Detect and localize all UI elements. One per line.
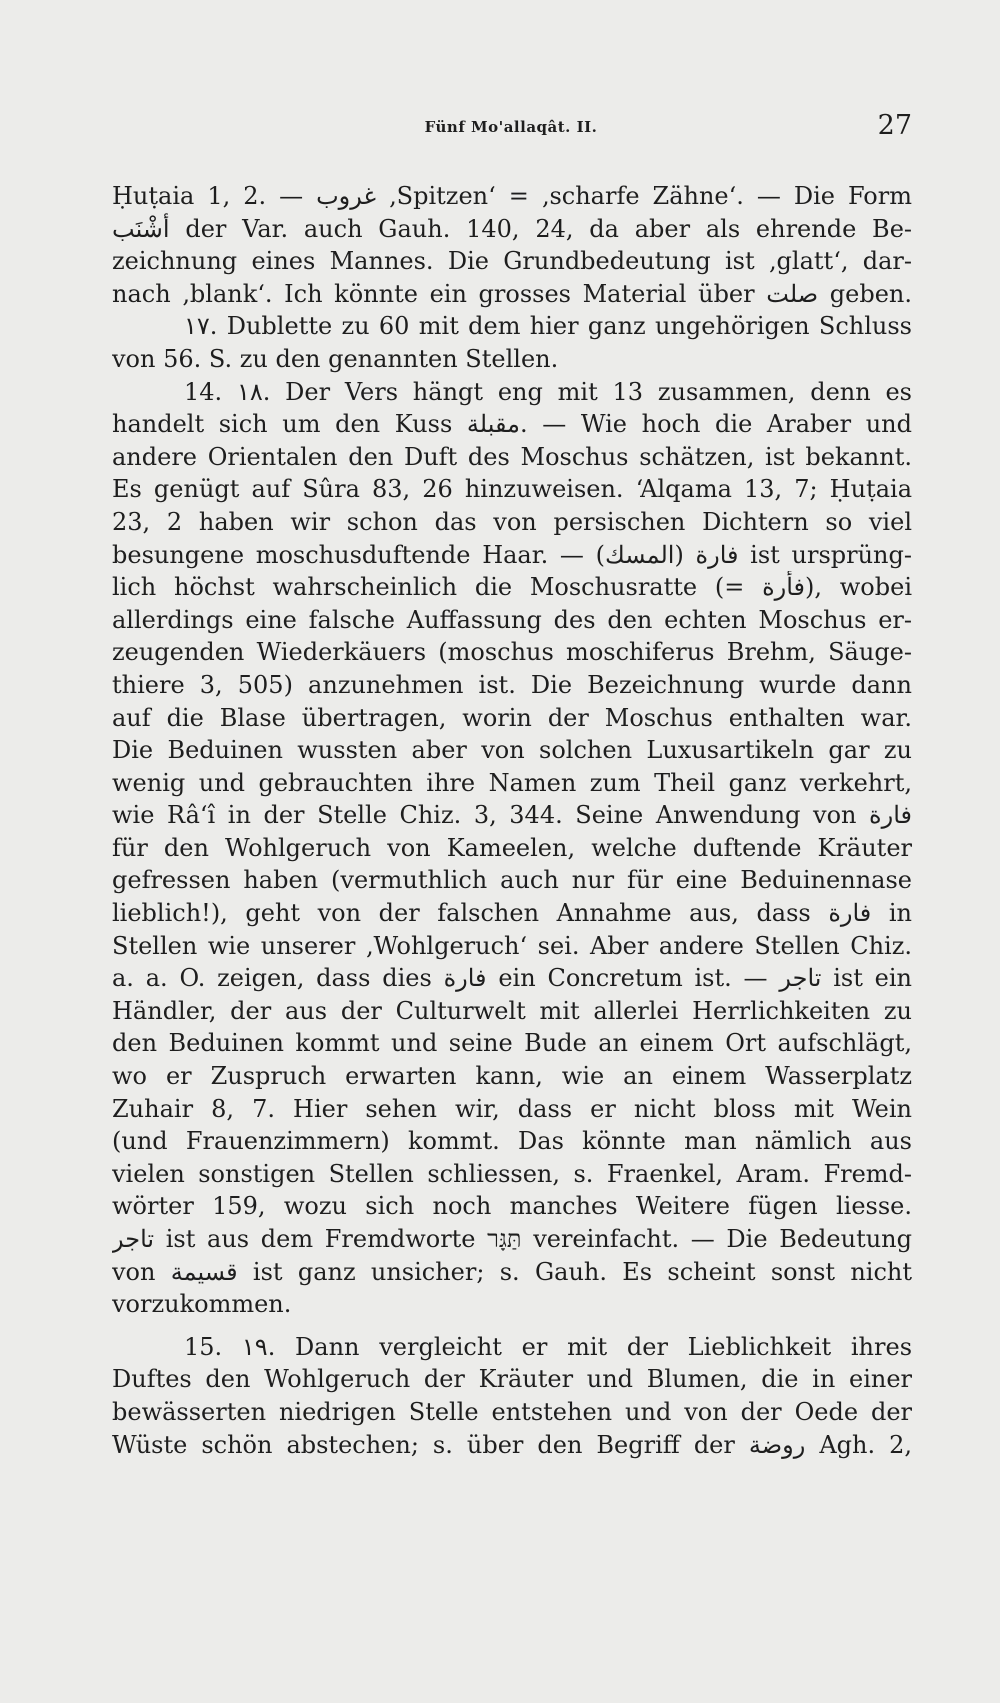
text-line: Ḥuṭaia 1, 2. — غروب ‚Spitzen‘ = ‚scharfe Zähne‘. — Die Form (112, 182, 912, 210)
text-line: lich höchst wahrscheinlich die Moschusratte (= فأرة), wobei (112, 573, 912, 602)
text-line: Händler, der aus der Culturwelt mit allerlei Herrlichkeiten zu (112, 996, 912, 1025)
text-line: Stellen wie unserer ‚Wohlgeruch‘ sei. Aber andere Stellen Chiz. (112, 931, 912, 960)
text-line: Duftes den Wohlgeruch der Kräuter und Blumen, die in einer (112, 1365, 912, 1394)
running-head: Fünf Mo'allaqât. II. (424, 118, 598, 136)
text-line: wörter 159, wozu sich noch manches Weitere fügen liesse. (112, 1192, 912, 1221)
text-line: ١٧. Dublette zu 60 mit dem hier ganz ungehörigen Schluss (184, 312, 912, 341)
text-line: thiere 3, 505) anzunehmen ist. Die Bezeichnung wurde dann (112, 670, 912, 699)
text-line: den Beduinen kommt und seine Bude an einem Ort aufschlägt, (112, 1029, 912, 1058)
text-line: für den Wohlgeruch von Kameelen, welche duftende Kräuter (112, 833, 912, 862)
paragraph-3 (112, 1331, 912, 1461)
paragraph-gap (112, 1321, 912, 1331)
text-line: 14. ١٨. Der Vers hängt eng mit 13 zusammen, denn es (184, 377, 912, 406)
text-line: besungene moschusduftende Haar. — (المسك) فارة ist ursprüng- (112, 540, 912, 569)
text-line: 15. ١٩. Dann vergleicht er mit der Lieblichkeit ihres (184, 1332, 912, 1361)
text-line: تاجر ist aus dem Fremdworte תַּגָּר vereinfacht. — Die Bedeutung (112, 1225, 912, 1253)
text-line: Es genügt auf Sûra 83, 26 hinzuweisen. ‘Alqama 13, 7; Ḥuṭaia (112, 475, 912, 504)
text-line: أَشْنَب der Var. auch Gauh. 140, 24, da aber als ehrende Be- (112, 214, 912, 243)
text-line: wie Râ‘î in der Stelle Chiz. 3, 344. Seine Anwendung von فارة (112, 801, 912, 830)
page-header (110, 110, 912, 150)
text-line: Wüste schön abstechen; s. über den Begriff der روضة Agh. 2, (112, 1430, 912, 1459)
text-line: andere Orientalen den Duft des Moschus schätzen, ist bekannt. (112, 442, 912, 471)
text-line: 23, 2 haben wir schon das von persischen Dichtern so viel (112, 507, 912, 536)
text-line: Die Beduinen wussten aber von solchen Luxusartikeln gar zu (112, 736, 912, 765)
text-line: zeichnung eines Mannes. Die Grundbedeutung ist ‚glatt‘, dar- (112, 247, 912, 276)
text-line: auf die Blase übertragen, worin der Moschus enthalten war. (112, 703, 912, 732)
text-line: von قسيمة ist ganz unsicher; s. Gauh. Es scheint sonst nicht (112, 1257, 912, 1286)
text-line: vorzukommen. (112, 1290, 292, 1319)
text-line: Zuhair 8, 7. Hier sehen wir, dass er nicht bloss mit Wein (112, 1094, 912, 1123)
paragraph-2 (112, 376, 912, 1321)
body-text (112, 180, 912, 1461)
text-line: allerdings eine falsche Auffassung des den echten Moschus er- (112, 605, 912, 634)
paragraph-1 (112, 180, 912, 376)
text-line: lieblich!), geht von der falschen Annahme aus, dass فارة in (112, 899, 912, 928)
text-line: handelt sich um den Kuss مقبلة. — Wie hoch die Araber und (112, 410, 912, 439)
text-line: vielen sonstigen Stellen schliessen, s. Fraenkel, Aram. Fremd- (112, 1159, 912, 1188)
text-line: (und Frauenzimmern) kommt. Das könnte man nämlich aus (112, 1127, 912, 1156)
text-line: zeugenden Wiederkäuers (moschus moschiferus Brehm, Säuge- (112, 638, 912, 667)
text-line: gefressen haben (vermuthlich auch nur für eine Beduinennase (112, 866, 912, 895)
text-line: wenig und gebrauchten ihre Namen zum Theil ganz verkehrt, (112, 768, 912, 797)
text-line: a. a. O. zeigen, dass dies فارة ein Concretum ist. — تاجر ist ein (112, 964, 912, 993)
text-line: nach ‚blank‘. Ich könnte ein grosses Material über صلت geben. (112, 279, 912, 308)
text-line: bewässerten niedrigen Stelle entstehen und von der Oede der (112, 1397, 912, 1426)
text-line: von 56. S. zu den genannten Stellen. (112, 344, 559, 373)
text-line: wo er Zuspruch erwarten kann, wie an einem Wasserplatz (112, 1062, 912, 1091)
page-number: 27 (877, 110, 912, 141)
